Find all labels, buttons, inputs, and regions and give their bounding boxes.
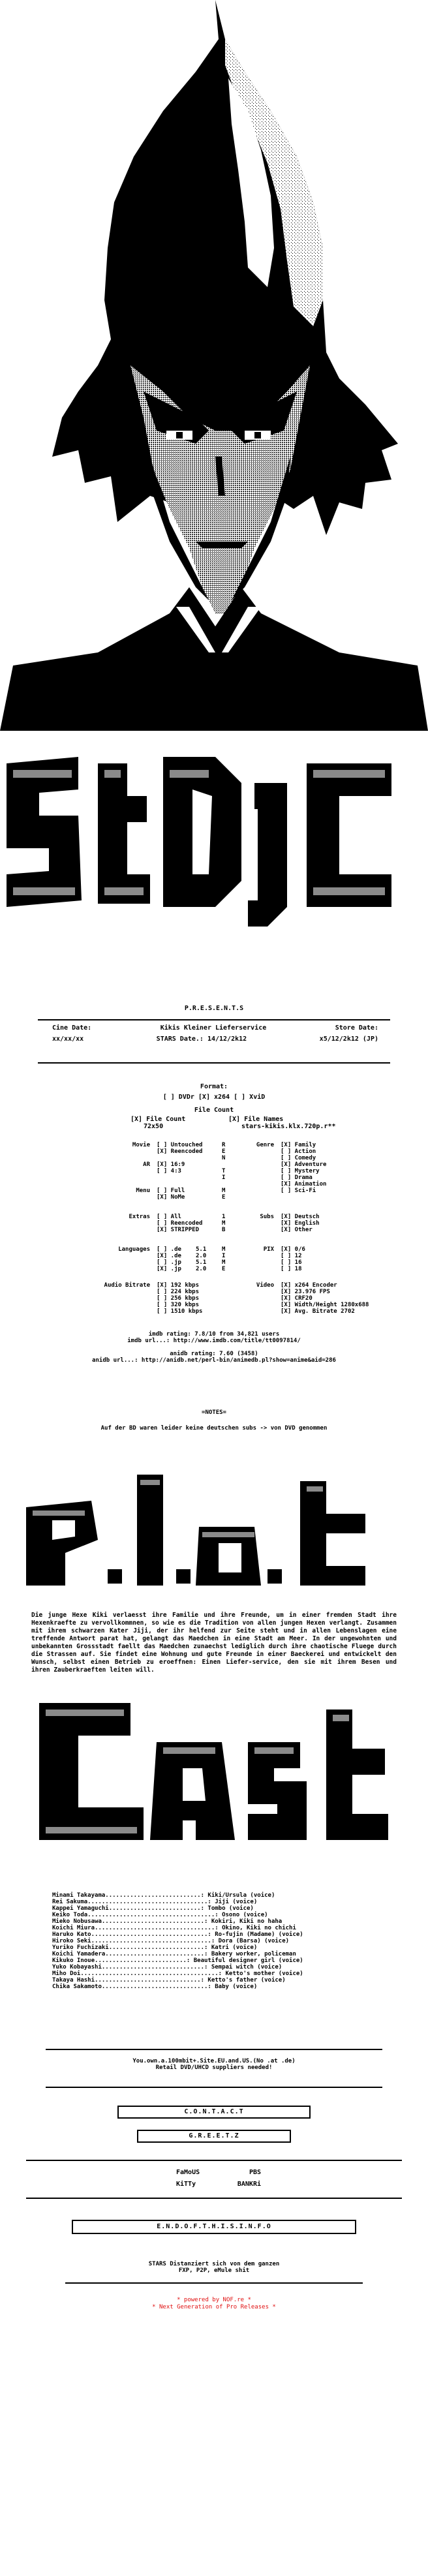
file-names-value: stars-kikis.klx.720p.r** bbox=[241, 1123, 336, 1130]
deco-b: B bbox=[222, 1227, 226, 1233]
cast-item: Miho Doi.......................................: Ketto's mother (voice) bbox=[52, 1970, 303, 1977]
anidb-rating: anidb rating: 7.60 (3458) bbox=[170, 1351, 258, 1357]
extras-opt-0: [ ] All bbox=[157, 1214, 181, 1220]
lang-ch-1: 2.0 bbox=[196, 1253, 207, 1259]
cine-date-value: xx/xx/xx bbox=[52, 1035, 84, 1043]
audio-label: Audio Bitrate bbox=[104, 1282, 150, 1289]
deco-m4: M bbox=[222, 1259, 226, 1266]
file-names-header: [X] File Names bbox=[228, 1116, 284, 1123]
subs-opt-2: [X] Other bbox=[281, 1227, 313, 1233]
plot-section bbox=[0, 1612, 428, 1674]
menu-opt-0: [ ] Full bbox=[157, 1188, 185, 1194]
cast-list bbox=[0, 1892, 428, 1990]
deco-m2: M bbox=[222, 1220, 226, 1227]
plot-logo-svg bbox=[0, 1455, 428, 1599]
deco-e3: E bbox=[222, 1266, 226, 1272]
subs-label: Subs bbox=[260, 1214, 274, 1220]
greet-3: KiTTy bbox=[176, 2181, 196, 2188]
file-count-value: 72x50 bbox=[144, 1123, 164, 1130]
ar-opt-1: [ ] 4:3 bbox=[157, 1168, 181, 1174]
cast-item: Takaya Hashi..............................: Ketto's father (voice) bbox=[52, 1977, 286, 1984]
notes-title: =NOTES= bbox=[202, 1409, 226, 1416]
genre-opt-1: [ ] Action bbox=[281, 1148, 316, 1155]
tagline: * Next Generation of Pro Releases * bbox=[152, 2304, 276, 2310]
menu-opt-1: [X] NoMe bbox=[157, 1194, 185, 1201]
audio-opt-1: [ ] 224 kbps bbox=[157, 1289, 200, 1295]
format-section bbox=[0, 1083, 428, 1114]
cast-item: Haruko Kato.................................: Ro-fujin (Madame) (voice) bbox=[52, 1931, 303, 1938]
cast-item: Yuko Kobayashi.............................: Sempai witch (voice) bbox=[52, 1964, 283, 1970]
footer-credits bbox=[0, 2297, 428, 2311]
genre-opt-0: [X] Family bbox=[281, 1142, 316, 1148]
cast-item: Minami Takayama...........................: Kiki/Ursula (voice) bbox=[52, 1892, 275, 1899]
cast-item: Koichi Miura..................................: Okino, Kiki no chichi bbox=[52, 1925, 296, 1931]
video-opt-0: [X] x264 Encoder bbox=[281, 1282, 337, 1289]
genre-label: Genre bbox=[256, 1142, 274, 1148]
plot-text: Die junge Hexe Kiki verlaesst ihre Familie und ihre Freunde, um in einer fremden Stadt ihre Hexenkraefte zu vervollkommnen, so wie es die Tradition von allen jungen Hexen verlangt. Zusammen mit ihrem schwarzen Kater Jiji, der ihr helfend zur Seite steht und in allen Lebenslagen eine treffende Antwort parat hat, gelangt das Maedchen in eine Stadt am Meer. In der ungewohnten und unbekannten Grossstadt faellt das Maedchen zunaechst lediglich durch ihre chaotische Fluege durch die Strassen auf. Sie findet eine Wohnung und gute Freunde in einer Baeckerei und entwickelt den Wunsch, selbst einen Betrieb zu eroeffnen: Einen Liefer-service, den sie mit ihrem Besen und ihren Zauberkraeften leiten will. bbox=[31, 1612, 401, 1674]
deco-t: T bbox=[222, 1168, 226, 1174]
genre-opt-2: [ ] Comedy bbox=[281, 1155, 316, 1161]
cast-item: Rei Sakuma..................................: Jiji (voice) bbox=[52, 1899, 258, 1905]
greets-title-bar bbox=[0, 2128, 428, 2145]
format-title: Format: bbox=[200, 1083, 228, 1090]
footer bbox=[0, 2261, 428, 2274]
greet-1: FaMoUS bbox=[176, 2169, 200, 2176]
genre-opt-3: [X] Adventure bbox=[281, 1161, 327, 1168]
specs-section bbox=[0, 1142, 428, 1390]
deco-e: E bbox=[222, 1148, 226, 1155]
pix-opt-2: [ ] 16 bbox=[281, 1259, 302, 1266]
deco-i: I bbox=[222, 1174, 226, 1181]
audio-opt-4: [ ] 1510 kbps bbox=[157, 1308, 203, 1315]
genre-opt-4: [ ] Mystery bbox=[281, 1168, 320, 1174]
cast-item: Yuriko Fuchizaki...........................: Katri (voice) bbox=[52, 1944, 258, 1951]
notes-section bbox=[0, 1409, 428, 1432]
stars-date-value: 14/12/2k12 bbox=[207, 1035, 247, 1043]
notes-text: Auf der BD waren leider keine deutschen subs -> von DVD genommen bbox=[100, 1425, 328, 1432]
greets-box bbox=[0, 2160, 428, 2205]
contact-line-2: Retail DVD/UHCD suppliers needed! bbox=[155, 2064, 273, 2071]
contact-title-bar bbox=[0, 2104, 428, 2121]
lang-opt-3: [X] .jp bbox=[157, 1266, 181, 1272]
deco-r: R bbox=[222, 1142, 226, 1148]
imdb-rating: imdb rating: 7.8/10 from 34,821 users bbox=[148, 1331, 280, 1338]
portrait-svg bbox=[0, 0, 428, 842]
greets-frame bbox=[26, 2160, 402, 2199]
imdb-url[interactable]: imdb url...: http://www.imdb.com/title/tt0097814/ bbox=[127, 1338, 301, 1344]
ar-opt-0: [X] 16:9 bbox=[157, 1161, 185, 1168]
video-opt-3: [X] Width/Height 1280x688 bbox=[281, 1302, 369, 1308]
file-count-title: File Count bbox=[194, 1107, 234, 1114]
ratings bbox=[0, 1331, 428, 1364]
audio-opt-2: [ ] 256 kbps bbox=[157, 1295, 200, 1302]
footer-line-2: FXP, P2P, eMule shit bbox=[178, 2267, 250, 2274]
pix-opt-0: [X] 0/6 bbox=[281, 1246, 305, 1253]
stars-date-label: STARS Date.: bbox=[156, 1035, 204, 1043]
plot-logo-ascii bbox=[0, 1455, 428, 1599]
footer-divider bbox=[0, 2280, 428, 2286]
extras-opt-2: [X] STRIPPED bbox=[157, 1227, 200, 1233]
lang-opt-0: [ ] .de bbox=[157, 1246, 181, 1253]
deco-m3: M bbox=[222, 1246, 226, 1253]
pix-opt-3: [ ] 18 bbox=[281, 1266, 302, 1272]
cast-item: Chika Sakamoto..............................: Baby (voice) bbox=[52, 1984, 258, 1990]
subs-opt-0: [X] Deutsch bbox=[281, 1214, 320, 1220]
cast-item: Kikuko Inoue..........................: Beautiful designer girl (voice) bbox=[52, 1957, 303, 1964]
end-title: E.N.D.O.F.T.H.I.S.I.N.F.O bbox=[72, 2220, 356, 2234]
cast-logo-svg bbox=[0, 1690, 428, 1860]
footer-line-1: STARS Distanziert sich von dem ganzen bbox=[148, 2261, 280, 2267]
video-label: Video bbox=[256, 1282, 274, 1289]
end-title-bar bbox=[0, 2218, 428, 2238]
cine-date-label: Cine Date: bbox=[52, 1024, 92, 1032]
lang-opt-1: [X] .de bbox=[157, 1253, 181, 1259]
cast-logo-ascii bbox=[0, 1690, 428, 1860]
stars-logo-ascii bbox=[0, 744, 428, 940]
genre-opt-7: [ ] Sci-Fi bbox=[281, 1188, 316, 1194]
movie-label: Movie bbox=[132, 1142, 150, 1148]
cast-item: Hiroko Seki..................................: Dora (Barsa) (voice) bbox=[52, 1938, 290, 1944]
lang-ch-2: 5.1 bbox=[196, 1259, 207, 1266]
lang-ch-0: 5.1 bbox=[196, 1246, 207, 1253]
movie-opt-0: [ ] Untouched bbox=[157, 1142, 203, 1148]
audio-opt-0: [X] 192 kbps bbox=[157, 1282, 200, 1289]
deco-m: M bbox=[222, 1188, 226, 1194]
file-count-header: [X] File Count bbox=[130, 1116, 186, 1123]
audio-opt-3: [ ] 320 kbps bbox=[157, 1302, 200, 1308]
subs-opt-1: [X] English bbox=[281, 1220, 320, 1227]
extras-opt-1: [ ] Reencoded bbox=[157, 1220, 203, 1227]
greet-2: PBS bbox=[249, 2169, 261, 2176]
cast-item: Keiko Toda....................................: Osono (voice) bbox=[52, 1912, 268, 1918]
video-opt-4: [X] Avg. Bitrate 2702 bbox=[281, 1308, 355, 1315]
release-title: Kikis Kleiner Lieferservice bbox=[160, 1024, 267, 1032]
presents-label: P.R.E.S.E.N.T.S bbox=[184, 1005, 244, 1012]
anidb-url[interactable]: anidb url...: http://anidb.net/perl-bin/animedb.pl?show=anime&aid=286 bbox=[92, 1357, 336, 1364]
pix-opt-1: [ ] 12 bbox=[281, 1253, 302, 1259]
genre-opt-6: [X] Animation bbox=[281, 1181, 327, 1188]
ar-label: AR bbox=[143, 1161, 150, 1168]
cast-item: Kappei Yamaguchi..........................: Tombo (voice) bbox=[52, 1905, 254, 1912]
lang-ch-3: 2.0 bbox=[196, 1266, 207, 1272]
vegeta-ascii-art bbox=[0, 0, 428, 842]
video-opt-1: [X] 23.976 FPS bbox=[281, 1289, 330, 1295]
genre-opt-5: [ ] Drama bbox=[281, 1174, 313, 1181]
contact-line-1: You.own.a.100mbit+.Site.EU.and.US.(No .at .de) bbox=[132, 2058, 296, 2064]
store-date-label: Store Date: bbox=[335, 1024, 378, 1032]
header-box bbox=[0, 1019, 428, 1065]
movie-opt-1: [X] Reencoded bbox=[157, 1148, 203, 1155]
deco-n: N bbox=[222, 1155, 226, 1161]
languages-label: Languages bbox=[118, 1246, 150, 1253]
video-opt-2: [X] CRF20 bbox=[281, 1295, 313, 1302]
deco-e2: E bbox=[222, 1194, 226, 1201]
deco-1: 1 bbox=[222, 1214, 226, 1220]
store-date-value: x5/12/2k12 (JP) bbox=[319, 1035, 378, 1043]
format-line: [ ] DVDr [X] x264 [ ] XviD bbox=[162, 1094, 266, 1101]
contact-box bbox=[0, 2049, 428, 2101]
cast-item: Mieko Nobusawa.............................: Kokiri, Kiki no haha bbox=[52, 1918, 283, 1925]
deco-i2: I bbox=[222, 1253, 226, 1259]
contact-title: C.O.N.T.A.C.T bbox=[117, 2106, 311, 2119]
lang-opt-2: [ ] .jp bbox=[157, 1259, 181, 1266]
powered-by: * powered by NOF.re * bbox=[177, 2297, 251, 2303]
cast-item: Koichi Yamadera............................: Bakery worker, policeman bbox=[52, 1951, 296, 1957]
extras-label: Extras bbox=[129, 1214, 150, 1220]
greets-title: G.R.E.E.T.Z bbox=[137, 2130, 291, 2143]
pix-label: PIX bbox=[263, 1246, 274, 1253]
stars-logo-svg bbox=[0, 744, 428, 940]
menu-label: Menu bbox=[136, 1188, 150, 1194]
greet-4: BANKRi bbox=[237, 2181, 261, 2188]
